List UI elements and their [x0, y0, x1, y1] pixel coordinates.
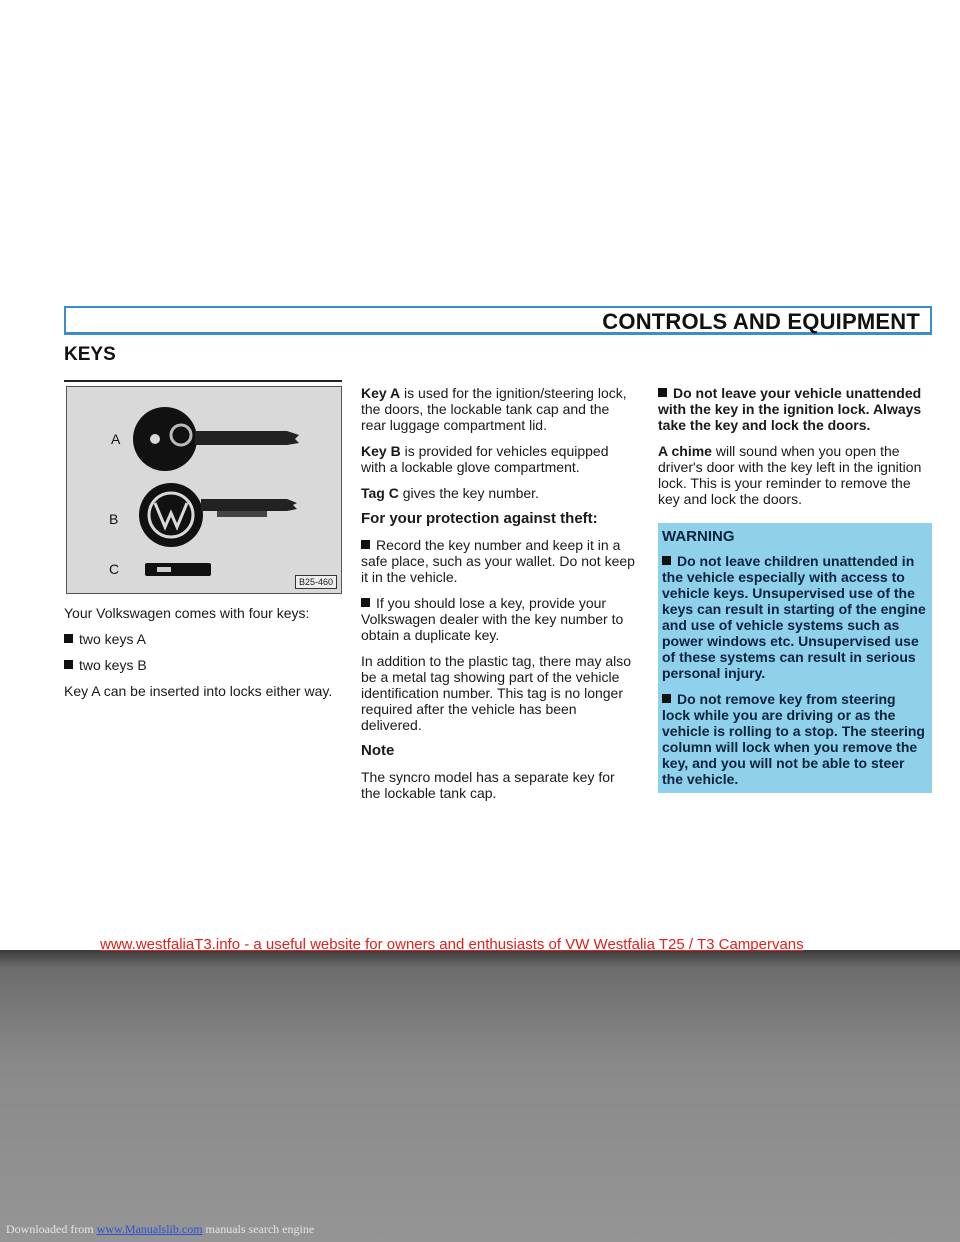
warning-item-text: Do not remove key from steering lock while you are driving or as the vehicle is rolling to a stop. The steering column will lock when you remove the key, and you will not be able to steer the vehicle. — [662, 691, 925, 787]
westfalia-website-link[interactable]: www.westfaliaT3.info - a useful website for owners and enthusiasts of VW Westfalia T25 / T3 Campervans — [100, 936, 804, 953]
warning-item-text: Do not leave children unattended in the vehicle especially with access to vehicle keys. Unsupervised use of the keys can result in starting of the engine and use of vehicle systems such as power windows etc. Unsupervised use of these systems can result in serious personal injury. — [662, 553, 926, 681]
chime-paragraph — [658, 443, 932, 507]
list-item-text: Record the key number and keep it in a safe place, such as your wallet. Do not keep it in the vehicle. — [361, 537, 635, 585]
bullet-icon — [361, 598, 370, 607]
bullet-icon — [361, 540, 370, 549]
figure-label-c: C — [109, 561, 120, 577]
key-b-paragraph — [361, 443, 636, 475]
column-right — [658, 385, 932, 793]
unattended-warning: Do not leave your vehicle unattended with the key in the ignition lock. Always take the key and lock the doors. — [658, 385, 922, 433]
warning-box — [658, 523, 932, 793]
section-rule — [64, 380, 342, 382]
figure-code: B25-460 — [295, 575, 337, 589]
bullet-icon — [64, 660, 73, 669]
list-item — [361, 595, 636, 643]
list-item — [662, 553, 926, 681]
list-item — [361, 537, 636, 585]
keys-illustration — [66, 386, 342, 594]
bullet-icon — [658, 388, 667, 397]
list-item — [658, 385, 932, 433]
key-a-paragraph — [361, 385, 636, 433]
warning-title: WARNING — [662, 528, 735, 545]
list-item-text: If you should lose a key, provide your Volkswagen dealer with the key number to obtain a duplicate key. — [361, 595, 624, 643]
page-header-title: CONTROLS AND EQUIPMENT — [602, 309, 920, 334]
tag-c-term: Tag C — [361, 485, 399, 501]
key-b-term: Key B — [361, 443, 401, 459]
bullet-icon — [662, 694, 671, 703]
bullet-icon — [64, 634, 73, 643]
note-heading: Note — [361, 742, 395, 759]
list-item-text: two keys A — [79, 631, 146, 647]
manualslib-link[interactable]: www.Manualslib.com — [96, 1222, 203, 1236]
download-suffix: manuals search engine — [202, 1222, 315, 1236]
list-item — [64, 631, 340, 647]
figure-label-b: B — [109, 511, 119, 527]
theft-heading: For your protection against theft: — [361, 510, 598, 527]
list-item — [662, 691, 926, 787]
tag-c-image — [145, 563, 211, 576]
note-text: The syncro model has a separate key for the lockable tank cap. — [361, 769, 615, 801]
figure-label-a: A — [111, 431, 121, 447]
key-a-term: Key A — [361, 385, 401, 401]
column-left — [64, 605, 340, 709]
key-a-note: Key A can be inserted into locks either way. — [64, 683, 333, 699]
key-b-image — [139, 483, 297, 547]
key-b-text: is provided for vehicles equipped with a lockable glove compartment. — [361, 443, 609, 475]
download-credit — [6, 1222, 314, 1237]
list-item — [64, 657, 340, 673]
column-middle — [361, 385, 636, 811]
tag-c-paragraph — [361, 485, 636, 501]
list-item-text: two keys B — [79, 657, 147, 673]
chime-term: A chime — [658, 443, 712, 459]
scan-background-band — [0, 950, 960, 1242]
chime-text: will sound when you open the driver's door with the key left in the ignition lock. This is your reminder to remove the key and lock the doors. — [658, 443, 922, 507]
key-a-text: is used for the ignition/steering lock, the doors, the lockable tank cap and the rear luggage compartment lid. — [361, 385, 627, 433]
bullet-icon — [662, 556, 671, 565]
section-title: KEYS — [64, 344, 116, 365]
metal-tag-paragraph: In addition to the plastic tag, there may also be a metal tag showing part of the vehicle identification number. This tag is no longer required after the vehicle has been delivered. — [361, 653, 632, 733]
download-prefix: Downloaded from — [6, 1222, 97, 1236]
tag-c-text: gives the key number. — [398, 485, 539, 501]
key-a-image — [133, 407, 299, 471]
keys-intro: Your Volkswagen comes with four keys: — [64, 605, 310, 621]
